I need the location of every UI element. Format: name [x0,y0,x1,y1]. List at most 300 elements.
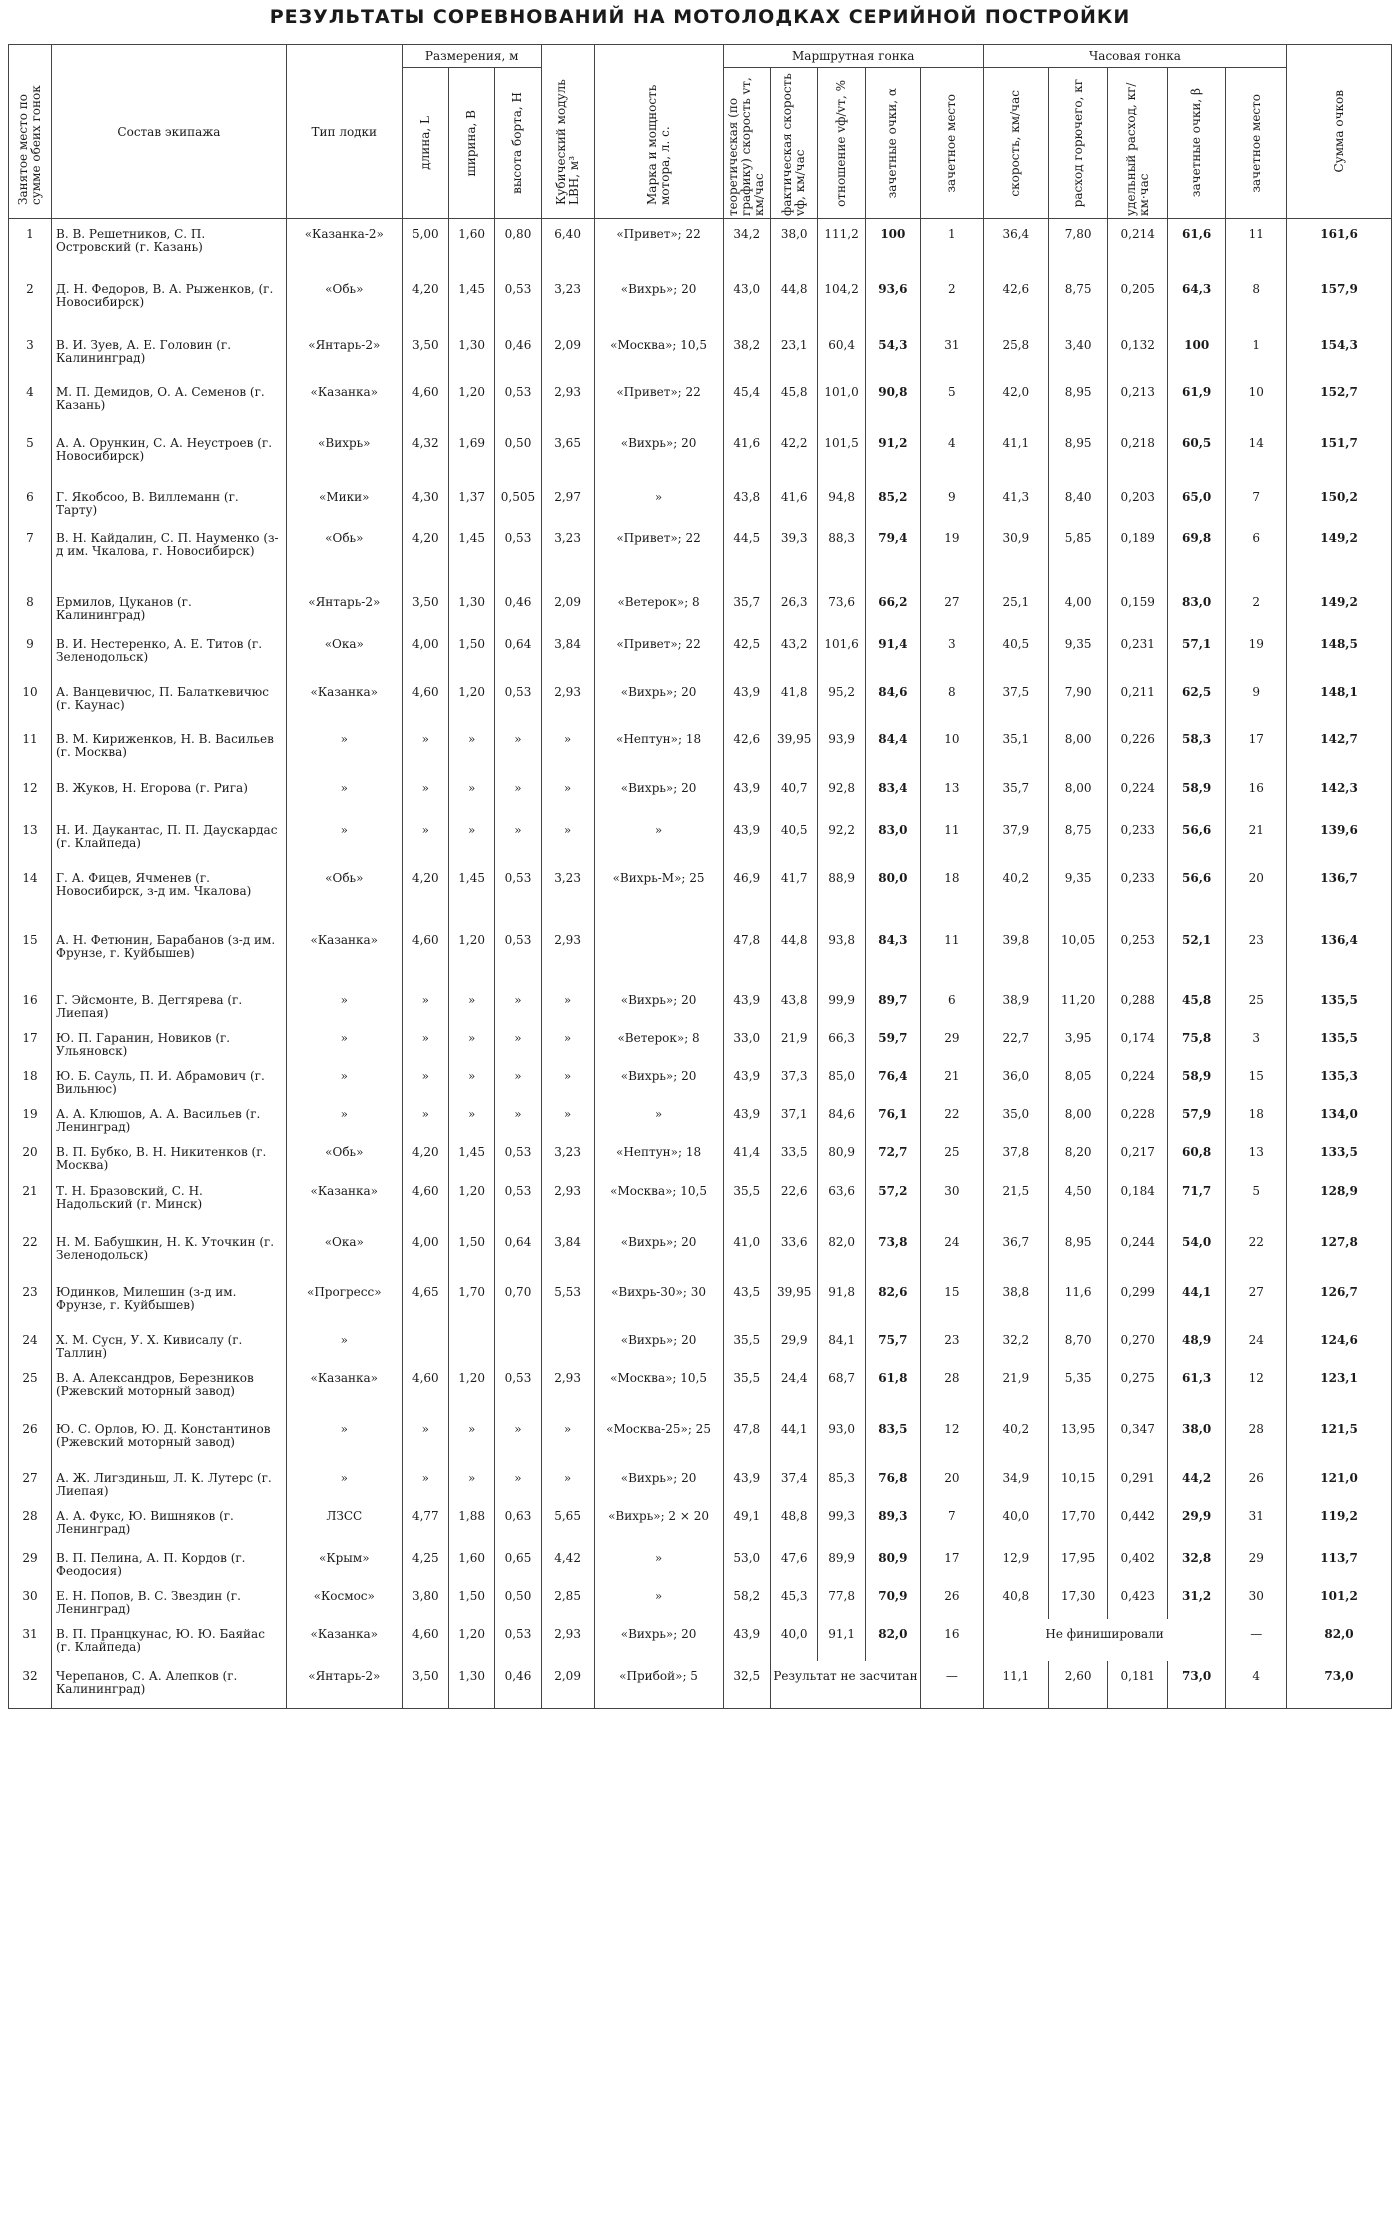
route-place-cell: 13 [920,773,983,815]
actual-speed-cell: 44,8 [770,925,817,985]
crew-cell: В. В. Решетников, С. П. Островский (г. Казань) [52,219,287,274]
length-cell: 4,20 [402,274,448,330]
actual-speed-cell: 39,95 [770,1277,817,1325]
table-row [9,925,1392,985]
width-cell: » [448,815,494,863]
hourly-place-cell: 20 [1226,863,1287,925]
crew-cell: А. А. Орункин, С. А. Неустроев (г. Новосибирск) [52,428,287,482]
header-route-points: зачетные очки, α [865,68,920,219]
ratio-cell: 101,6 [818,629,865,677]
length-cell: 3,50 [402,587,448,629]
theoretical-speed-cell: 43,9 [723,1061,770,1099]
route-points-cell: 85,2 [865,482,920,523]
fuel-cell: 2,60 [1048,1661,1108,1709]
place-cell: 5 [9,428,52,482]
actual-speed-cell: 43,2 [770,629,817,677]
route-place-cell: 18 [920,863,983,925]
board-height-cell: » [495,985,541,1023]
route-place-cell: 23 [920,1325,983,1363]
cubic-modulus-cell: 2,09 [541,587,594,629]
cubic-modulus-cell: » [541,985,594,1023]
cubic-modulus-cell: » [541,1099,594,1137]
boat-type-cell: «Казанка» [286,677,402,724]
length-cell: 4,77 [402,1501,448,1543]
cubic-modulus-cell: » [541,724,594,773]
hourly-points-cell: 58,3 [1167,724,1225,773]
crew-cell: Н. М. Бабушкин, Н. К. Уточкин (г. Зеленодольск) [52,1227,287,1277]
actual-speed-cell: 23,1 [770,330,817,377]
board-height-cell: 0,64 [495,1227,541,1277]
table-row [9,1501,1392,1543]
hourly-points-cell: 100 [1167,330,1225,377]
speed-cell: 34,9 [983,1463,1048,1501]
length-cell: 4,25 [402,1543,448,1581]
length-cell: » [402,1023,448,1061]
sum-points-cell: 123,1 [1287,1363,1392,1414]
width-cell: 1,50 [448,629,494,677]
boat-type-cell: «Обь» [286,1137,402,1176]
cubic-modulus-cell: » [541,1061,594,1099]
speed-cell: 42,0 [983,377,1048,428]
fuel-cell: 5,35 [1048,1363,1108,1414]
sum-points-cell: 128,9 [1287,1176,1392,1227]
specific-fuel-cell: 0,291 [1108,1463,1168,1501]
board-height-cell: » [495,1414,541,1463]
sum-points-cell: 135,5 [1287,985,1392,1023]
table-row [9,1414,1392,1463]
route-place-cell: 9 [920,482,983,523]
specific-fuel-cell: 0,442 [1108,1501,1168,1543]
hourly-place-cell: 30 [1226,1581,1287,1619]
crew-cell: А. А. Клюшов, А. А. Васильев (г. Ленинград) [52,1099,287,1137]
length-cell: 4,65 [402,1277,448,1325]
hourly-place-cell: 19 [1226,629,1287,677]
length-cell: » [402,1061,448,1099]
specific-fuel-cell: 0,132 [1108,330,1168,377]
theoretical-speed-cell: 43,9 [723,773,770,815]
motor-cell: «Вихрь»; 20 [594,985,723,1023]
specific-fuel-cell: 0,231 [1108,629,1168,677]
boat-type-cell: «Мики» [286,482,402,523]
length-cell: » [402,1099,448,1137]
speed-cell: 21,9 [983,1363,1048,1414]
cubic-modulus-cell: 3,84 [541,629,594,677]
boat-type-cell: «Казанка-2» [286,219,402,274]
ratio-cell: 85,3 [818,1463,865,1501]
crew-cell: Г. А. Фицев, Ячменев (г. Новосибирск, з-д им. Чкалова) [52,863,287,925]
hourly-points-cell: 57,1 [1167,629,1225,677]
place-cell: 25 [9,1363,52,1414]
ratio-cell: 91,1 [818,1619,865,1661]
ratio-cell: 99,9 [818,985,865,1023]
cubic-modulus-cell: 3,23 [541,863,594,925]
length-cell: 4,60 [402,1176,448,1227]
place-cell: 24 [9,1325,52,1363]
hourly-place-cell: 9 [1226,677,1287,724]
sum-points-cell: 126,7 [1287,1277,1392,1325]
hourly-points-cell: 45,8 [1167,985,1225,1023]
place-cell: 6 [9,482,52,523]
place-cell: 4 [9,377,52,428]
speed-cell: 35,1 [983,724,1048,773]
sum-points-cell: 139,6 [1287,815,1392,863]
sum-points-cell: 149,2 [1287,587,1392,629]
header-width: ширина, B [448,68,494,219]
table-row [9,1661,1392,1709]
ratio-cell: 82,0 [818,1227,865,1277]
hourly-place-cell: 17 [1226,724,1287,773]
table-row [9,219,1392,274]
table-row [9,1619,1392,1661]
hourly-points-cell: 62,5 [1167,677,1225,724]
specific-fuel-cell: 0,228 [1108,1099,1168,1137]
crew-cell: Г. Эйсмонте, В. Деггярева (г. Лиепая) [52,985,287,1023]
sum-points-cell: 121,5 [1287,1414,1392,1463]
actual-speed-cell: 41,6 [770,482,817,523]
fuel-cell: 8,00 [1048,724,1108,773]
table-row [9,482,1392,523]
speed-cell: 12,9 [983,1543,1048,1581]
length-cell: 3,80 [402,1581,448,1619]
route-points-cell: 70,9 [865,1581,920,1619]
speed-cell: 40,0 [983,1501,1048,1543]
sum-points-cell: 142,7 [1287,724,1392,773]
place-cell: 20 [9,1137,52,1176]
route-place-cell: 17 [920,1543,983,1581]
motor-cell: «Привет»; 22 [594,219,723,274]
width-cell: » [448,1414,494,1463]
cubic-modulus-cell: 3,23 [541,1137,594,1176]
actual-speed-cell: 33,5 [770,1137,817,1176]
specific-fuel-cell: 0,244 [1108,1227,1168,1277]
route-place-cell: 5 [920,377,983,428]
fuel-cell: 8,20 [1048,1137,1108,1176]
table-row [9,428,1392,482]
fuel-cell: 10,05 [1048,925,1108,985]
place-cell: 21 [9,1176,52,1227]
boat-type-cell: «Вихрь» [286,428,402,482]
width-cell [448,1325,494,1363]
board-height-cell: 0,70 [495,1277,541,1325]
boat-type-cell: «Казанка» [286,377,402,428]
speed-cell: 32,2 [983,1325,1048,1363]
cubic-modulus-cell: » [541,1414,594,1463]
motor-cell: » [594,482,723,523]
board-height-cell: 0,53 [495,677,541,724]
motor-cell: «Привет»; 22 [594,629,723,677]
fuel-cell: 8,75 [1048,274,1108,330]
board-height-cell: 0,80 [495,219,541,274]
hourly-points-cell: 31,2 [1167,1581,1225,1619]
actual-speed-cell: 33,6 [770,1227,817,1277]
cubic-modulus-cell: 4,42 [541,1543,594,1581]
route-place-cell: 11 [920,815,983,863]
hourly-points-cell: 61,6 [1167,219,1225,274]
sum-points-cell: 119,2 [1287,1501,1392,1543]
header-route-place: зачетное место [920,68,983,219]
speed-cell: 25,1 [983,587,1048,629]
crew-cell: Ю. П. Гаранин, Новиков (г. Ульяновск) [52,1023,287,1061]
theoretical-speed-cell: 41,4 [723,1137,770,1176]
route-points-cell: 91,2 [865,428,920,482]
cubic-modulus-cell: 3,65 [541,428,594,482]
hourly-points-cell: 54,0 [1167,1227,1225,1277]
speed-cell: 41,3 [983,482,1048,523]
sum-points-cell: 136,4 [1287,925,1392,985]
theoretical-speed-cell: 43,9 [723,1619,770,1661]
width-cell: » [448,1023,494,1061]
length-cell: » [402,985,448,1023]
sum-points-cell: 124,6 [1287,1325,1392,1363]
motor-cell: «Ветерок»; 8 [594,1023,723,1061]
ratio-cell: 63,6 [818,1176,865,1227]
length-cell: 4,00 [402,629,448,677]
specific-fuel-cell: 0,189 [1108,523,1168,587]
motor-cell: «Вихрь»; 2 × 20 [594,1501,723,1543]
hourly-points-cell: 56,6 [1167,863,1225,925]
cubic-modulus-cell: 2,93 [541,1363,594,1414]
motor-cell: «Прибой»; 5 [594,1661,723,1709]
place-cell: 18 [9,1061,52,1099]
hourly-place-cell: 26 [1226,1463,1287,1501]
theoretical-speed-cell: 34,2 [723,219,770,274]
actual-speed-cell: 39,3 [770,523,817,587]
actual-speed-cell: 41,8 [770,677,817,724]
board-height-cell: » [495,1023,541,1061]
table-row [9,523,1392,587]
route-place-cell: 28 [920,1363,983,1414]
board-height-cell: 0,63 [495,1501,541,1543]
header-theoretical-speed: теоретическая (по графику) скорость vт, км/час [723,68,770,219]
sum-points-cell: 133,5 [1287,1137,1392,1176]
board-height-cell: 0,505 [495,482,541,523]
board-height-cell: » [495,1061,541,1099]
place-cell: 10 [9,677,52,724]
cubic-modulus-cell: 2,93 [541,925,594,985]
specific-fuel-cell: 0,347 [1108,1414,1168,1463]
ratio-cell: 88,3 [818,523,865,587]
board-height-cell: » [495,773,541,815]
table-row [9,677,1392,724]
width-cell: 1,20 [448,925,494,985]
speed-cell: 11,1 [983,1661,1048,1709]
length-cell: 4,60 [402,925,448,985]
fuel-cell: 17,70 [1048,1501,1108,1543]
hourly-points-cell: 32,8 [1167,1543,1225,1581]
width-cell: » [448,985,494,1023]
sum-points-cell: 135,3 [1287,1061,1392,1099]
header-motor: Марка и мощность мотора, л. с. [594,45,723,219]
length-cell: » [402,724,448,773]
actual-speed-cell: 22,6 [770,1176,817,1227]
boat-type-cell: » [286,1325,402,1363]
route-points-cell: 75,7 [865,1325,920,1363]
fuel-cell: 11,20 [1048,985,1108,1023]
theoretical-speed-cell: 43,9 [723,1463,770,1501]
hourly-points-cell: 73,0 [1167,1661,1225,1709]
hourly-place-cell: 8 [1226,274,1287,330]
sum-points-cell: 135,5 [1287,1023,1392,1061]
fuel-cell: 3,95 [1048,1023,1108,1061]
specific-fuel-cell: 0,402 [1108,1543,1168,1581]
fuel-cell: 8,40 [1048,482,1108,523]
table-row [9,1176,1392,1227]
route-points-cell: 66,2 [865,587,920,629]
route-points-cell: 54,3 [865,330,920,377]
route-points-cell: 93,6 [865,274,920,330]
board-height-cell: 0,46 [495,1661,541,1709]
route-place-cell: 10 [920,724,983,773]
actual-speed-cell: 37,1 [770,1099,817,1137]
motor-cell: «Москва»; 10,5 [594,1176,723,1227]
route-place-cell: 27 [920,587,983,629]
hourly-place-cell: 5 [1226,1176,1287,1227]
table-row [9,1227,1392,1277]
theoretical-speed-cell: 47,8 [723,925,770,985]
sum-points-cell: 82,0 [1287,1619,1392,1661]
route-place-cell: 3 [920,629,983,677]
theoretical-speed-cell: 49,1 [723,1501,770,1543]
width-cell: 1,20 [448,1176,494,1227]
cubic-modulus-cell: » [541,1023,594,1061]
length-cell: » [402,1414,448,1463]
route-place-cell: 16 [920,1619,983,1661]
motor-cell: «Вихрь»; 20 [594,677,723,724]
width-cell: » [448,1463,494,1501]
theoretical-speed-cell: 42,6 [723,724,770,773]
table-row [9,773,1392,815]
header-place: Занятое место по сумме обеих гонок [9,45,52,219]
motor-cell: «Нептун»; 18 [594,724,723,773]
actual-speed-cell: 43,8 [770,985,817,1023]
hourly-place-cell: 15 [1226,1061,1287,1099]
hourly-place-cell: 21 [1226,815,1287,863]
fuel-cell: 7,80 [1048,219,1108,274]
speed-cell: 25,8 [983,330,1048,377]
crew-cell: В. П. Пелина, А. П. Кордов (г. Феодосия) [52,1543,287,1581]
route-points-cell: 59,7 [865,1023,920,1061]
hourly-place-cell: — [1226,1619,1287,1661]
fuel-cell: 13,95 [1048,1414,1108,1463]
route-points-cell: 90,8 [865,377,920,428]
hourly-points-cell: 52,1 [1167,925,1225,985]
board-height-cell: 0,50 [495,428,541,482]
theoretical-speed-cell: 43,8 [723,482,770,523]
specific-fuel-cell: 0,203 [1108,482,1168,523]
board-height-cell: 0,53 [495,523,541,587]
width-cell: 1,20 [448,1619,494,1661]
length-cell: 3,50 [402,330,448,377]
header-ratio: отношение vф/vт, % [818,68,865,219]
table-body [9,219,1392,1709]
route-points-cell: 72,7 [865,1137,920,1176]
route-place-cell: 4 [920,428,983,482]
route-points-cell: 89,3 [865,1501,920,1543]
ratio-cell: 92,8 [818,773,865,815]
board-height-cell: 0,53 [495,1137,541,1176]
length-cell: » [402,773,448,815]
cubic-modulus-cell: 3,23 [541,274,594,330]
crew-cell: В. И. Нестеренко, А. Е. Титов (г. Зеленодольск) [52,629,287,677]
motor-cell [594,925,723,985]
ratio-cell: 93,9 [818,724,865,773]
speed-cell: 40,8 [983,1581,1048,1619]
cubic-modulus-cell: » [541,773,594,815]
speed-cell: 35,7 [983,773,1048,815]
fuel-cell: 8,70 [1048,1325,1108,1363]
hourly-points-cell: 61,9 [1167,377,1225,428]
board-height-cell: 0,53 [495,863,541,925]
place-cell: 32 [9,1661,52,1709]
boat-type-cell: «Обь» [286,523,402,587]
specific-fuel-cell: 0,213 [1108,377,1168,428]
route-place-cell: 31 [920,330,983,377]
fuel-cell: 8,95 [1048,428,1108,482]
table-row [9,330,1392,377]
actual-speed-cell: 42,2 [770,428,817,482]
header-fuel: расход горючего, кг [1048,68,1108,219]
hourly-points-cell: 75,8 [1167,1023,1225,1061]
hourly-place-cell: 13 [1226,1137,1287,1176]
place-cell: 17 [9,1023,52,1061]
actual-speed-cell: 45,8 [770,377,817,428]
ratio-cell: 60,4 [818,330,865,377]
header-specific-fuel: удельный расход, кг/км·час [1108,68,1168,219]
actual-speed-cell: 40,0 [770,1619,817,1661]
hourly-place-cell: 3 [1226,1023,1287,1061]
width-cell: 1,50 [448,1227,494,1277]
ratio-cell: 77,8 [818,1581,865,1619]
board-height-cell [495,1325,541,1363]
fuel-cell: 8,75 [1048,815,1108,863]
actual-speed-cell: 45,3 [770,1581,817,1619]
boat-type-cell: » [286,815,402,863]
motor-cell: «Нептун»; 18 [594,1137,723,1176]
route-points-cell: 76,8 [865,1463,920,1501]
sum-points-cell: 154,3 [1287,330,1392,377]
theoretical-speed-cell: 35,7 [723,587,770,629]
specific-fuel-cell: 0,217 [1108,1137,1168,1176]
speed-cell: 41,1 [983,428,1048,482]
route-place-cell: 7 [920,1501,983,1543]
boat-type-cell: «Казанка» [286,1363,402,1414]
board-height-cell: » [495,1463,541,1501]
route-points-cell: 82,6 [865,1277,920,1325]
crew-cell: А. А. Фукс, Ю. Вишняков (г. Ленинград) [52,1501,287,1543]
length-cell: 4,60 [402,377,448,428]
boat-type-cell: » [286,773,402,815]
ratio-cell: 73,6 [818,587,865,629]
hourly-points-cell: 60,5 [1167,428,1225,482]
crew-cell: Ермилов, Цуканов (г. Калининград) [52,587,287,629]
table-header [9,45,1392,219]
length-cell: 4,20 [402,863,448,925]
specific-fuel-cell: 0,214 [1108,219,1168,274]
hourly-place-cell: 12 [1226,1363,1287,1414]
board-height-cell: 0,46 [495,587,541,629]
ratio-cell: 66,3 [818,1023,865,1061]
place-cell: 13 [9,815,52,863]
width-cell: 1,60 [448,219,494,274]
theoretical-speed-cell: 43,9 [723,815,770,863]
sum-points-cell: 134,0 [1287,1099,1392,1137]
header-boat-type: Тип лодки [286,45,402,219]
place-cell: 22 [9,1227,52,1277]
place-cell: 26 [9,1414,52,1463]
crew-cell: М. П. Демидов, О. А. Семенов (г. Казань) [52,377,287,428]
theoretical-speed-cell: 58,2 [723,1581,770,1619]
boat-type-cell: «Ока» [286,629,402,677]
